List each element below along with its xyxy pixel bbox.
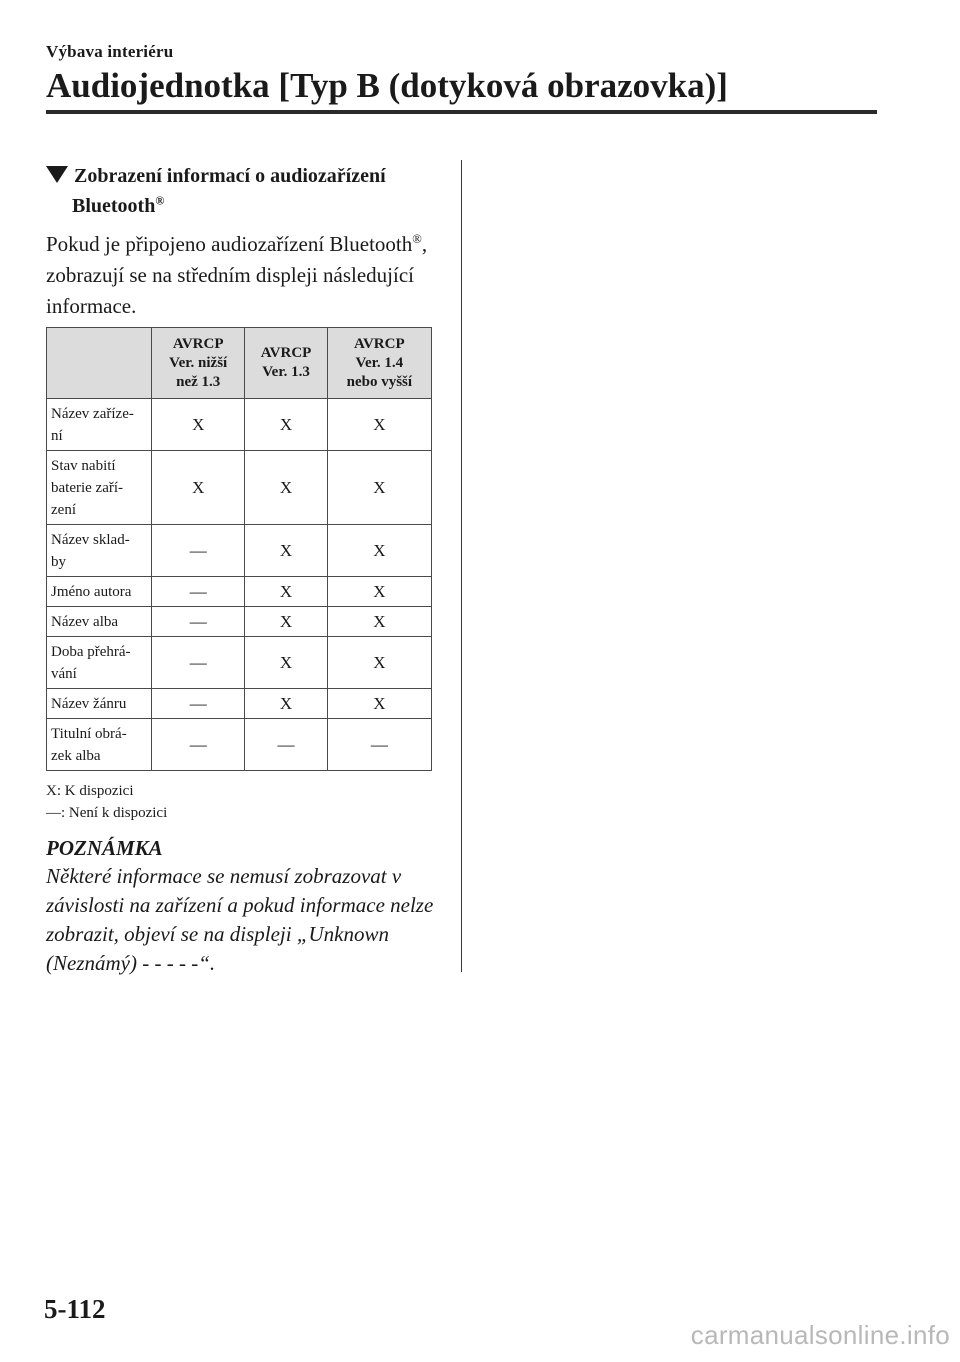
table-cell: — xyxy=(245,719,327,771)
row-label: Stav nabití baterie zaří- zení xyxy=(47,451,152,525)
table-cell: — xyxy=(152,637,245,689)
table-row xyxy=(47,607,432,637)
legend-available: X: K dispozici xyxy=(46,783,134,799)
row-label: Jméno autora xyxy=(47,577,152,607)
header-avrcp-lower-than-13 xyxy=(152,328,245,399)
table-row xyxy=(47,637,432,689)
subsection-heading xyxy=(46,161,446,221)
avrcp-info-table xyxy=(46,327,432,771)
row-label: Doba přehrá- vání xyxy=(47,637,152,689)
table-cell: — xyxy=(152,577,245,607)
header-empty-cell xyxy=(47,328,152,399)
header-text: AVRCP xyxy=(260,345,312,361)
table-cell: X xyxy=(327,525,431,577)
table-row xyxy=(47,689,432,719)
header-text: Ver. 1.3 xyxy=(262,364,310,380)
table-cell: X xyxy=(327,577,431,607)
table-row xyxy=(47,525,432,577)
row-label: Název sklad- by xyxy=(47,525,152,577)
row-label: Titulní obrá- zek alba xyxy=(47,719,152,771)
table-row xyxy=(47,719,432,771)
column-divider xyxy=(461,160,462,972)
heading-line1: Zobrazení informací o audiozařízení xyxy=(74,165,386,187)
table-cell: X xyxy=(327,689,431,719)
table-row xyxy=(47,577,432,607)
table-cell: — xyxy=(152,719,245,771)
heading-line2-text: Bluetooth xyxy=(72,195,156,217)
table-header-row xyxy=(47,328,432,399)
header-text: než 1.3 xyxy=(176,373,221,390)
section-label: Výbava interiéru xyxy=(46,42,174,61)
table-cell: X xyxy=(245,399,327,451)
header-text: nebo vyšší xyxy=(346,373,413,390)
watermark: carmanualsonline.info xyxy=(690,1320,950,1350)
header-text: AVRCP xyxy=(354,335,405,352)
intro-part1: Pokud je připojeno audiozařízení Bluetooth xyxy=(46,232,413,256)
triangle-bullet-icon xyxy=(46,166,68,183)
table-cell: — xyxy=(327,719,431,771)
row-label: Název zaříze- ní xyxy=(47,399,152,451)
table-cell: X xyxy=(327,451,431,525)
table-cell: — xyxy=(152,525,245,577)
row-label: Název žánru xyxy=(47,689,152,719)
heading-line2 xyxy=(46,191,446,221)
table-cell: X xyxy=(245,637,327,689)
table-row xyxy=(47,399,432,451)
table-cell: X xyxy=(245,689,327,719)
table-cell: X xyxy=(327,637,431,689)
header-avrcp-13 xyxy=(245,328,327,399)
table-legend xyxy=(46,780,167,824)
header-text: AVRCP xyxy=(172,335,224,352)
header-avrcp-14-or-higher xyxy=(327,328,431,399)
table-cell: X xyxy=(327,607,431,637)
intro-part2: , zobrazují se na středním displeji následující informace. xyxy=(46,232,428,318)
table-cell: X xyxy=(327,399,431,451)
table-cell: X xyxy=(245,451,327,525)
registered-mark: ® xyxy=(155,193,165,208)
table-cell: — xyxy=(152,607,245,637)
table-cell: X xyxy=(245,607,327,637)
table-cell: X xyxy=(152,399,245,451)
table-row xyxy=(47,451,432,525)
table-cell: X xyxy=(245,577,327,607)
page-number: 5-112 xyxy=(44,1294,106,1324)
header-text: Ver. 1.4 xyxy=(355,354,404,371)
title-rule xyxy=(46,110,877,114)
intro-paragraph xyxy=(46,229,456,322)
intro-registered-mark: ® xyxy=(412,232,422,246)
row-label: Název alba xyxy=(47,607,152,637)
page-title: Audiojednotka [Typ B (dotyková obrazovka)] xyxy=(46,66,728,105)
table-cell: X xyxy=(245,525,327,577)
table-cell: X xyxy=(152,451,245,525)
header-text: Ver. nižší xyxy=(169,354,228,371)
note-body: Některé informace se nemusí zobrazovat v závislosti na zařízení a pokud informace nelze zobrazit, objeví se na displeji „Unknown (Neznámý) - - - - -“. xyxy=(46,864,434,975)
legend-unavailable: —: Není k dispozici xyxy=(46,805,168,821)
note-title: POZNÁMKA xyxy=(46,836,163,860)
table-cell: — xyxy=(152,689,245,719)
